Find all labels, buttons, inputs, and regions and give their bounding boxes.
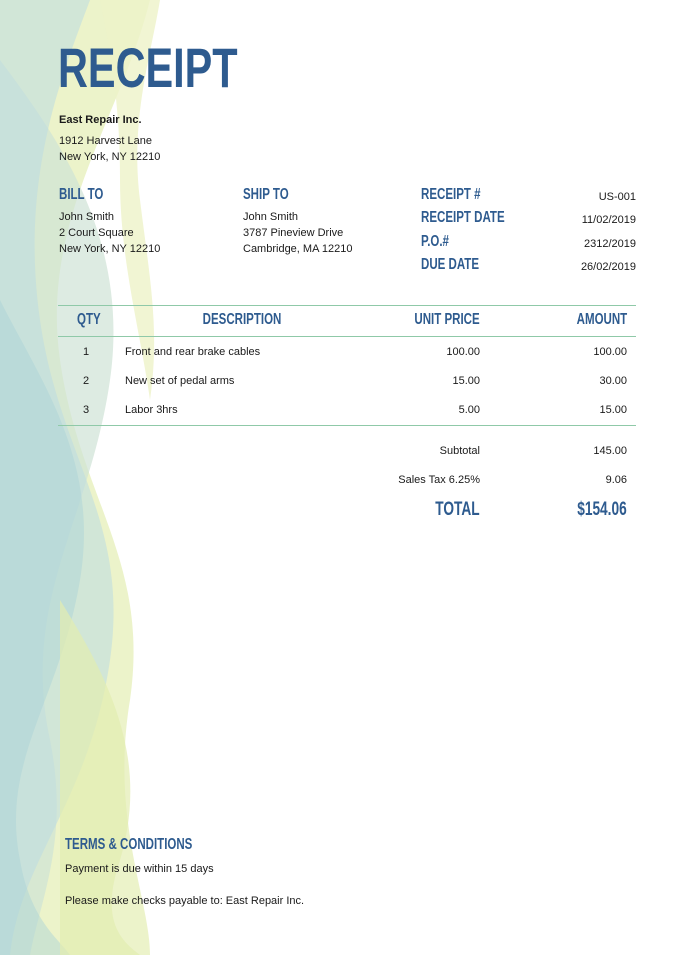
bill-to-address-line1: 2 Court Square bbox=[59, 227, 134, 239]
row-description: New set of pedal arms bbox=[125, 375, 235, 387]
ship-to-address-line2: Cambridge, MA 12210 bbox=[243, 243, 353, 255]
table-bottom-rule bbox=[58, 425, 636, 426]
company-address-line1: 1912 Harvest Lane bbox=[59, 135, 152, 147]
receipt-date-value: 11/02/2019 bbox=[581, 214, 636, 226]
bill-to-address-line2: New York, NY 12210 bbox=[59, 243, 161, 255]
column-header-amount: AMOUNT bbox=[576, 311, 627, 328]
total-value: $154.06 bbox=[577, 499, 627, 520]
row-unit-price: 5.00 bbox=[458, 404, 480, 416]
ship-to-heading: SHIP TO bbox=[243, 186, 289, 203]
table-header-rule bbox=[58, 336, 636, 337]
terms-line1: Payment is due within 15 days bbox=[65, 863, 214, 875]
ship-to-name: John Smith bbox=[243, 211, 299, 223]
row-qty: 3 bbox=[83, 404, 90, 416]
row-unit-price: 15.00 bbox=[452, 375, 480, 387]
row-description: Labor 3hrs bbox=[125, 404, 178, 416]
column-header-qty: QTY bbox=[77, 311, 101, 328]
receipt-date-label: RECEIPT DATE bbox=[421, 209, 505, 226]
subtotal-value: 145.00 bbox=[593, 445, 627, 457]
ship-to-address-line1: 3787 Pineview Drive bbox=[243, 227, 344, 239]
column-header-unit-price: UNIT PRICE bbox=[414, 311, 480, 328]
row-qty: 2 bbox=[83, 375, 90, 387]
po-label: P.O.# bbox=[421, 233, 449, 250]
terms-line2: Please make checks payable to: East Repair Inc. bbox=[65, 895, 305, 907]
due-date-label: DUE DATE bbox=[421, 256, 480, 273]
document-title: RECEIPT bbox=[58, 36, 238, 99]
sales-tax-value: 9.06 bbox=[605, 474, 627, 486]
total-label: TOTAL bbox=[435, 499, 480, 520]
due-date-value: 26/02/2019 bbox=[580, 261, 636, 273]
row-unit-price: 100.00 bbox=[446, 346, 480, 358]
sales-tax-label: Sales Tax 6.25% bbox=[398, 474, 480, 486]
row-amount: 15.00 bbox=[599, 404, 627, 416]
po-value: 2312/2019 bbox=[584, 238, 636, 250]
terms-heading: TERMS & CONDITIONS bbox=[65, 836, 193, 853]
bill-to-heading: BILL TO bbox=[59, 186, 104, 203]
company-address-line2: New York, NY 12210 bbox=[59, 151, 161, 163]
row-description: Front and rear brake cables bbox=[125, 346, 261, 358]
receipt-number-label: RECEIPT # bbox=[421, 186, 481, 203]
table-top-rule bbox=[58, 305, 636, 306]
row-amount: 30.00 bbox=[599, 375, 627, 387]
row-qty: 1 bbox=[83, 346, 90, 358]
receipt-number-value: US-001 bbox=[598, 191, 636, 203]
row-amount: 100.00 bbox=[593, 346, 627, 358]
column-header-description: DESCRIPTION bbox=[202, 311, 282, 328]
company-name: East Repair Inc. bbox=[59, 114, 142, 126]
bill-to-name: John Smith bbox=[59, 211, 115, 223]
subtotal-label: Subtotal bbox=[439, 445, 480, 457]
